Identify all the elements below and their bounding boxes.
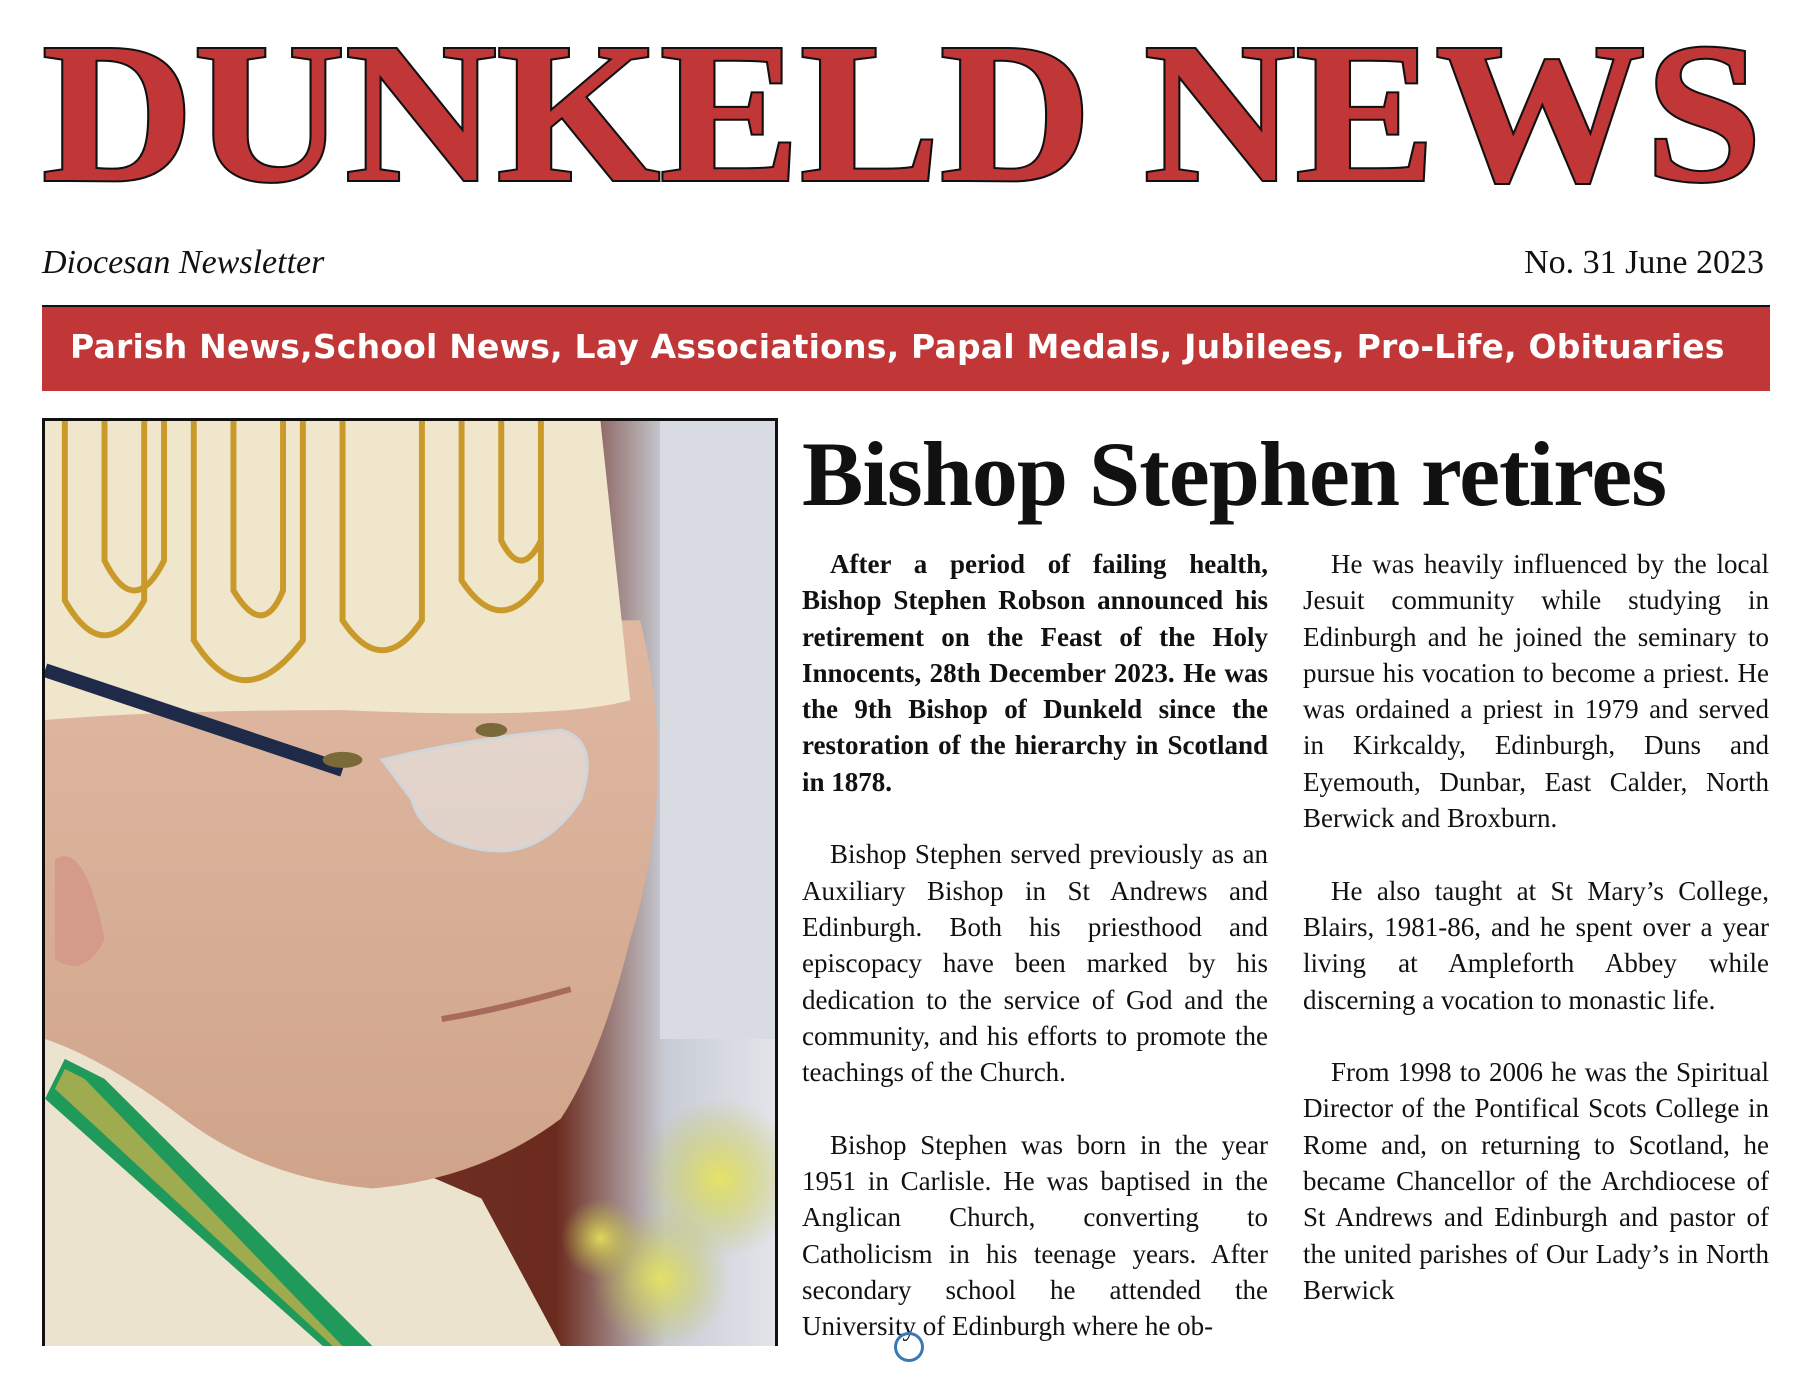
bishop-photo [42, 418, 778, 1346]
article-paragraph: He was heavily influenced by the local Jesuit community while studying in Edinburgh and he joined the seminary to pursue his vocation to become a priest. He was ordained a priest in 1979 and served in Kirkcaldy, Edinburgh, Duns and Eyemouth, Dunbar, East Calder, North Berwick and Broxburn. [1303, 549, 1769, 834]
sections-banner [42, 305, 1770, 391]
article-paragraph: Bishop Stephen served previously as an Auxiliary Bishop in St Andrews and Edinburgh. Both his priesthood and episcopacy have been marked by his dedication to the service of God and the community, and his efforts to promote the teachings of the Church. [802, 839, 1268, 1088]
newsletter-type: Diocesan Newsletter [42, 244, 325, 281]
masthead-title [36, 30, 1768, 200]
article-lead-paragraph: After a period of failing health, Bishop Stephen Robson announced his retirement on the Feast of the Holy Innocents, 28th December 2023. He was the 9th Bishop of Dunkeld since the restoration of the hierarchy in Scotland in 1878. [802, 549, 1268, 797]
masthead-logo [36, 30, 1768, 200]
article-paragraph: Bishop Stephen was born in the year 1951 in Carlisle. He was baptised in the Anglican Church, converting to Catholicism in his teenage years. After secondary school he attended the University of Edinburgh where he ob- [802, 1129, 1268, 1342]
article-headline: Bishop Stephen retires [802, 423, 1667, 525]
article-column-2 [1303, 546, 1769, 1345]
article-column-1 [802, 546, 1268, 1381]
issue-number-date: No. 31 June 2023 [1524, 244, 1764, 281]
portrait-image [45, 421, 775, 1346]
sections-banner-text: Parish News,School News, Lay Associations, Papal Medals, Jubilees, Pro-Life, Obituaries [70, 327, 1725, 366]
cursor-indicator-icon [894, 1332, 924, 1362]
article-paragraph: He also taught at St Mary’s College, Blairs, 1981-86, and he spent over a year living at Ampleforth Abbey while discerning a vocation to monastic life. [1303, 875, 1769, 1015]
subline [42, 244, 1764, 288]
masthead-text: DUNKELD NEWS [42, 30, 1762, 200]
article-paragraph: From 1998 to 2006 he was the Spiritual Director of the Pontifical Scots College in Rome and, on returning to Scotland, he became Chancellor of the Archdiocese of St Andrews and Edinburgh and pastor of the united parishes of Our Lady’s in North Berwick [1303, 1057, 1769, 1305]
